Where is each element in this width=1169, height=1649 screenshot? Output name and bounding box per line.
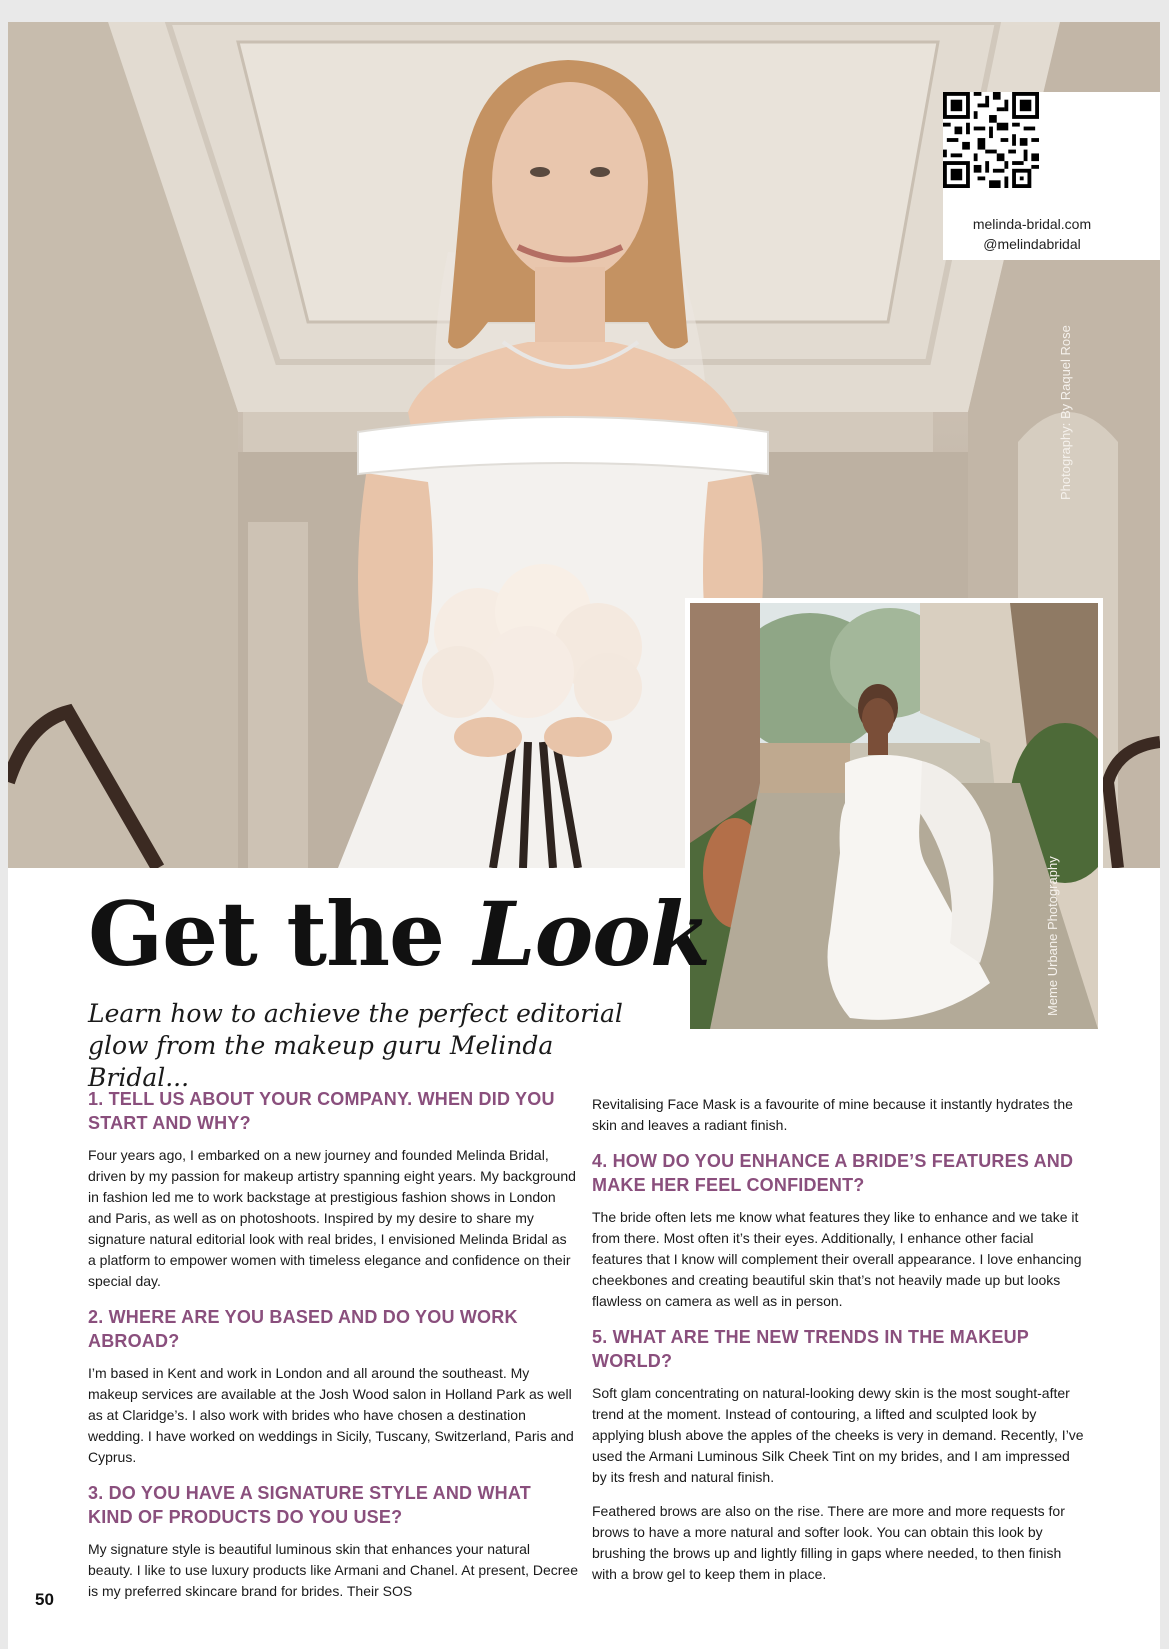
website-link[interactable]: melinda-bridal.com [972,216,1092,232]
title-part-1: Get the [88,882,445,986]
answer-5-paragraph-2: Feathered brows are also on the rise. There are more and more requests for brows to have a more natural and softer look. You can obtain this look by brushing the brows up and lightly filling in gaps where needed, to then finish with a brow gel to keep them in place. [592,1503,1065,1582]
inset-photo-credit: Meme Urbane Photography [1045,856,1060,1016]
social-handle[interactable]: @melindabridal [983,236,1081,252]
left-column [88,1087,578,1615]
question-3: 3. DO YOU HAVE A SIGNATURE STYLE AND WHAT KIND OF PRODUCTS DO YOU USE? [88,1483,531,1527]
answer-1: Four years ago, I embarked on a new journey and founded Melinda Bridal, driven by my passion for makeup artistry spanning eight years. My background in fashion led me to work backstage at prestigious fashion shows in London and Paris, as well as on photoshoots. Inspired by my desire to share my signature natural editorial look with real brides, I envisioned Melinda Bridal as a platform to empower women with timeless elegance and confidence on their special day. [88,1147,576,1289]
question-1: 1. TELL US ABOUT YOUR COMPANY. WHEN DID YOU START AND WHY? [88,1089,555,1133]
page-number: 50 [35,1590,54,1609]
answer-3-continued: Revitalising Face Mask is a favourite of mine because it instantly hydrates the skin and leaves a radiant finish. [592,1096,1073,1133]
magazine-page [8,22,1160,1649]
main-photo-credit: Photography: By Raquel Rose [1058,325,1073,500]
answer-5: Soft glam concentrating on natural-looking dewy skin is the most sought-after trend at the moment. Instead of contouring, a lifted and sculpted look by applying blush above the apples of the cheeks is very in demand. Recently, I’ve used the Armani Luminous Silk Cheek Tint on my brides, and I am impressed by its fresh and natural finish. [592,1385,1084,1485]
qr-code-icon[interactable] [943,92,1039,188]
right-column [592,1094,1087,1598]
question-5: 5. WHAT ARE THE NEW TRENDS IN THE MAKEUP WORLD? [592,1327,1029,1371]
qr-caption [943,214,1121,254]
question-2: 2. WHERE ARE YOU BASED AND DO YOU WORK ABROAD? [88,1307,518,1351]
question-4: 4. HOW DO YOU ENHANCE A BRIDE’S FEATURES AND MAKE HER FEEL CONFIDENT? [592,1151,1074,1195]
answer-3: My signature style is beautiful luminous skin that enhances your natural beauty. I like to use luxury products like Armani and Chanel. At present, Decree is my preferred skincare brand for brides. Their SOS [88,1541,578,1599]
standfirst: Learn how to achieve the perfect editorial glow from the makeup guru Melinda Bridal... [88,999,623,1092]
page-title [88,884,710,984]
qr-code-panel [943,92,1160,260]
inset-illustration [690,603,1098,1029]
title-part-2: Look [473,882,710,986]
answer-4: The bride often lets me know what features they like to enhance and we take it from there. Most often it’s their eyes. Additionally, I enhance other facial features that I know will complement their overall appearance. I love enhancing cheekbones and creating beautiful skin that’s not heavily made up but looks flawless on camera as well as in person. [592,1209,1082,1309]
inset-photo [685,598,1103,1034]
answer-2: I’m based in Kent and work in London and all around the southeast. My makeup services are available at the Josh Wood salon in Holland Park as well as at Claridge’s. I also work with brides who have chosen a destination wedding. I have worked on weddings in Sicily, Tuscany, Switzerland, Paris and Cyprus. [88,1365,574,1465]
